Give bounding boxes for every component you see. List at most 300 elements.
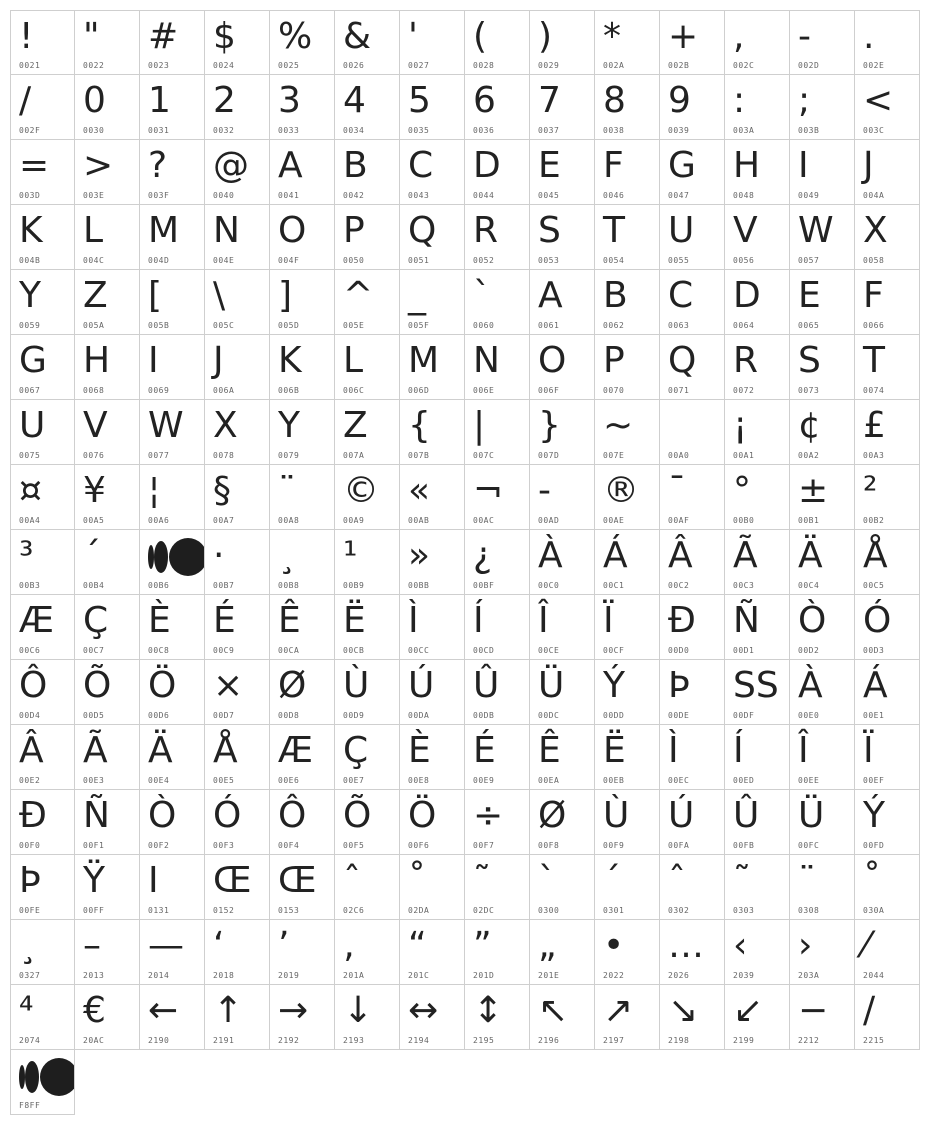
glyph-code: F8FF bbox=[19, 1101, 41, 1110]
glyph-code: 00DB bbox=[473, 711, 495, 720]
glyph-cell bbox=[75, 790, 140, 855]
glyph-cell bbox=[595, 855, 660, 920]
glyph-char: Õ bbox=[343, 795, 372, 836]
glyph-char: Ã bbox=[733, 535, 758, 576]
glyph-char: ¤ bbox=[19, 470, 42, 511]
glyph-char: £ bbox=[863, 405, 886, 446]
glyph-char: U bbox=[668, 210, 695, 251]
glyph-char: E bbox=[798, 275, 821, 316]
glyph-char: ¸ bbox=[19, 925, 37, 966]
glyph-cell bbox=[75, 465, 140, 530]
glyph-code: 0069 bbox=[148, 386, 170, 395]
glyph-char: Î bbox=[538, 600, 549, 641]
glyph-char: R bbox=[473, 210, 499, 251]
glyph-code: 006B bbox=[278, 386, 300, 395]
glyph-char: Å bbox=[863, 535, 888, 576]
glyph-cell bbox=[595, 75, 660, 140]
glyph-code: 20AC bbox=[83, 1036, 105, 1045]
glyph-char: F bbox=[603, 145, 624, 186]
glyph-char: ‘ bbox=[213, 925, 225, 966]
glyph-cell bbox=[75, 985, 140, 1050]
glyph-code: 002B bbox=[668, 61, 690, 70]
glyph-code: 02DA bbox=[408, 906, 430, 915]
glyph-cell bbox=[660, 10, 725, 75]
glyph-cell bbox=[10, 270, 75, 335]
glyph-code: 0040 bbox=[213, 191, 235, 200]
glyph-char: ˜ bbox=[733, 860, 751, 901]
glyph-cell bbox=[270, 10, 335, 75]
glyph-code: 00DE bbox=[668, 711, 690, 720]
glyph-char: \ bbox=[213, 275, 226, 316]
glyph-cell bbox=[790, 790, 855, 855]
glyph-code: 0034 bbox=[343, 126, 365, 135]
glyph-cell bbox=[465, 335, 530, 400]
glyph-code: 0075 bbox=[19, 451, 41, 460]
glyph-cell bbox=[205, 660, 270, 725]
glyph-char: ∕ bbox=[863, 990, 876, 1031]
glyph-char: × bbox=[213, 665, 244, 706]
glyph-cell bbox=[465, 270, 530, 335]
glyph-code: 004D bbox=[148, 256, 170, 265]
glyph-code: 00A2 bbox=[798, 451, 820, 460]
glyph-cell bbox=[725, 530, 790, 595]
glyph-cell bbox=[335, 400, 400, 465]
glyph-code: 00F4 bbox=[278, 841, 300, 850]
glyph-code: 0048 bbox=[733, 191, 755, 200]
glyph-code: 2192 bbox=[278, 1036, 300, 1045]
glyph-char: SS bbox=[733, 665, 779, 706]
glyph-code: 02DC bbox=[473, 906, 495, 915]
glyph-code: 00E4 bbox=[148, 776, 170, 785]
glyph-char: 8 bbox=[603, 80, 626, 121]
glyph-code: 00D3 bbox=[863, 646, 885, 655]
glyph-code: 0023 bbox=[148, 61, 170, 70]
glyph-cell bbox=[140, 660, 205, 725]
glyph-char: 1 bbox=[148, 80, 171, 121]
glyph-char: H bbox=[733, 145, 761, 186]
glyph-cell bbox=[660, 855, 725, 920]
glyph-cell bbox=[465, 920, 530, 985]
glyph-char: ⁄ bbox=[863, 925, 870, 966]
glyph-code: 007A bbox=[343, 451, 365, 460]
glyph-code: 00EE bbox=[798, 776, 820, 785]
glyph-code: 003D bbox=[19, 191, 41, 200]
glyph-char: » bbox=[408, 535, 431, 576]
glyph-code: 00FB bbox=[733, 841, 755, 850]
glyph-cell bbox=[335, 205, 400, 270]
glyph-code: 0043 bbox=[408, 191, 430, 200]
glyph-code: 007C bbox=[473, 451, 495, 460]
glyph-cell bbox=[10, 530, 75, 595]
glyph-cell bbox=[530, 725, 595, 790]
glyph-cell bbox=[205, 530, 270, 595]
glyph-cell bbox=[270, 920, 335, 985]
glyph-char: Þ bbox=[668, 665, 690, 706]
glyph-code: 0074 bbox=[863, 386, 885, 395]
glyph-code: 0037 bbox=[538, 126, 560, 135]
glyph-char: ‹ bbox=[733, 925, 748, 966]
glyph-code: 0039 bbox=[668, 126, 690, 135]
glyph-char: [ bbox=[148, 275, 163, 316]
glyph-cell bbox=[790, 205, 855, 270]
glyph-code: 004F bbox=[278, 256, 300, 265]
glyph-cell bbox=[335, 10, 400, 75]
glyph-cell bbox=[595, 205, 660, 270]
glyph-char: & bbox=[343, 16, 372, 57]
glyph-char: ¡ bbox=[733, 405, 748, 446]
glyph-code: 00E3 bbox=[83, 776, 105, 785]
glyph-code: 00B4 bbox=[83, 581, 105, 590]
glyph-code: 0064 bbox=[733, 321, 755, 330]
glyph-code: 00CE bbox=[538, 646, 560, 655]
glyph-code: 00B1 bbox=[798, 516, 820, 525]
glyph-cell bbox=[335, 530, 400, 595]
glyph-cell bbox=[400, 10, 465, 75]
glyph-code: 00DF bbox=[733, 711, 755, 720]
glyph-code: 0055 bbox=[668, 256, 690, 265]
glyph-char: ^ bbox=[343, 275, 374, 316]
glyph-code: 0302 bbox=[668, 906, 690, 915]
glyph-code: 0056 bbox=[733, 256, 755, 265]
glyph-cell bbox=[660, 530, 725, 595]
glyph-char: E bbox=[538, 145, 561, 186]
glyph-code: 00D5 bbox=[83, 711, 105, 720]
glyph-cell bbox=[790, 920, 855, 985]
glyph-code: 002D bbox=[798, 61, 820, 70]
glyph-code: 00F5 bbox=[343, 841, 365, 850]
glyph-code: 201A bbox=[343, 971, 365, 980]
glyph-char: O bbox=[278, 210, 307, 251]
glyph-char: À bbox=[798, 665, 823, 706]
glyph-char: Î bbox=[798, 730, 809, 771]
glyph-char: „ bbox=[538, 925, 557, 966]
glyph-code: 00CD bbox=[473, 646, 495, 655]
glyph-cell bbox=[855, 660, 920, 725]
glyph-code: 0077 bbox=[148, 451, 170, 460]
glyph-char: Ý bbox=[603, 665, 625, 706]
glyph-char: 6 bbox=[473, 80, 496, 121]
glyph-cell bbox=[725, 335, 790, 400]
glyph-char: , bbox=[733, 16, 745, 57]
glyph-code: 0045 bbox=[538, 191, 560, 200]
glyph-char: Ä bbox=[148, 730, 173, 771]
glyph-code: 0029 bbox=[538, 61, 560, 70]
glyph-cell bbox=[140, 530, 205, 595]
glyph-char: Æ bbox=[278, 730, 314, 771]
glyph-char: Z bbox=[343, 405, 368, 446]
glyph-cell bbox=[790, 400, 855, 465]
glyph-char: Û bbox=[473, 665, 500, 706]
glyph-code: 0025 bbox=[278, 61, 300, 70]
glyph-char: O bbox=[538, 340, 567, 381]
glyph-cell bbox=[465, 205, 530, 270]
glyph-cell bbox=[335, 75, 400, 140]
glyph-cell bbox=[855, 205, 920, 270]
glyph-char: K bbox=[278, 340, 302, 381]
glyph-cell bbox=[75, 335, 140, 400]
glyph-cell bbox=[140, 920, 205, 985]
glyph-code: 00F9 bbox=[603, 841, 625, 850]
glyph-code: 0061 bbox=[538, 321, 560, 330]
glyph-cell bbox=[855, 855, 920, 920]
glyph-code: 201C bbox=[408, 971, 430, 980]
glyph-char: ² bbox=[863, 470, 878, 511]
glyph-cell bbox=[660, 140, 725, 205]
glyph-char: ( bbox=[473, 16, 488, 57]
glyph-cell bbox=[725, 270, 790, 335]
glyph-cell bbox=[855, 75, 920, 140]
glyph-code: 00C1 bbox=[603, 581, 625, 590]
glyph-char: < bbox=[863, 80, 894, 121]
glyph-cell bbox=[270, 465, 335, 530]
glyph-char: Ç bbox=[83, 600, 109, 641]
glyph-code: 00AD bbox=[538, 516, 560, 525]
glyph-char: Ø bbox=[278, 665, 307, 706]
glyph-cell bbox=[335, 595, 400, 660]
glyph-code: 0076 bbox=[83, 451, 105, 460]
glyph-code: 007B bbox=[408, 451, 430, 460]
glyph-cell bbox=[725, 725, 790, 790]
glyph-cell bbox=[335, 660, 400, 725]
glyph-code: 00F3 bbox=[213, 841, 235, 850]
glyph-char: ¯ bbox=[668, 470, 686, 511]
glyph-cell bbox=[660, 725, 725, 790]
glyph-code: 00E2 bbox=[19, 776, 41, 785]
glyph-cell bbox=[855, 725, 920, 790]
glyph-code: 002C bbox=[733, 61, 755, 70]
glyph-cell bbox=[400, 920, 465, 985]
glyph-char: ´ bbox=[603, 860, 621, 901]
glyph-code: 00EC bbox=[668, 776, 690, 785]
glyph-code: 00A9 bbox=[343, 516, 365, 525]
glyph-char: T bbox=[863, 340, 885, 381]
glyph-code: 00EB bbox=[603, 776, 625, 785]
glyph-code: 00FC bbox=[798, 841, 820, 850]
glyph-char: Ø bbox=[538, 795, 567, 836]
glyph-cell bbox=[335, 985, 400, 1050]
glyph-char: Ú bbox=[408, 665, 435, 706]
glyph-cell bbox=[855, 10, 920, 75]
glyph-code: 006D bbox=[408, 386, 430, 395]
glyph-code: 00A8 bbox=[278, 516, 300, 525]
glyph-char: I bbox=[798, 145, 809, 186]
glyph-char: ˆ bbox=[343, 860, 361, 901]
glyph-cell bbox=[335, 140, 400, 205]
glyph-char: ↑ bbox=[213, 990, 244, 1031]
glyph-cell bbox=[400, 725, 465, 790]
glyph-code: 00AB bbox=[408, 516, 430, 525]
glyph-char: Ê bbox=[538, 730, 561, 771]
glyph-cell bbox=[530, 465, 595, 530]
glyph-char: ˚ bbox=[863, 860, 881, 901]
glyph-code: 00D6 bbox=[148, 711, 170, 720]
glyph-char: È bbox=[408, 730, 431, 771]
glyph-code: 2190 bbox=[148, 1036, 170, 1045]
glyph-cell bbox=[595, 985, 660, 1050]
glyph-cell bbox=[790, 335, 855, 400]
glyph-char: = bbox=[19, 145, 50, 186]
glyph-cell bbox=[205, 920, 270, 985]
glyph-char: Á bbox=[603, 535, 628, 576]
glyph-code: 0073 bbox=[798, 386, 820, 395]
glyph-char: ¥ bbox=[83, 470, 106, 511]
glyph-cell bbox=[790, 140, 855, 205]
glyph-char: Õ bbox=[83, 665, 112, 706]
glyph-code: 0047 bbox=[668, 191, 690, 200]
glyph-code: 00FF bbox=[83, 906, 105, 915]
glyph-char: ↕ bbox=[473, 990, 504, 1031]
glyph-code: 00E0 bbox=[798, 711, 820, 720]
glyph-cell bbox=[465, 530, 530, 595]
glyph-cell bbox=[790, 855, 855, 920]
glyph-cell bbox=[790, 75, 855, 140]
glyph-cell bbox=[400, 530, 465, 595]
glyph-cell bbox=[400, 790, 465, 855]
glyph-char: Ô bbox=[278, 795, 307, 836]
glyph-code: 00A6 bbox=[148, 516, 170, 525]
glyph-cell bbox=[205, 465, 270, 530]
glyph-char: ¨ bbox=[798, 860, 816, 901]
glyph-code: 00C2 bbox=[668, 581, 690, 590]
glyph-char: @ bbox=[213, 145, 249, 186]
glyph-cell bbox=[10, 855, 75, 920]
glyph-cell bbox=[400, 140, 465, 205]
glyph-char: “ bbox=[408, 925, 427, 966]
glyph-code: 2193 bbox=[343, 1036, 365, 1045]
glyph-char: J bbox=[213, 340, 224, 381]
glyph-char: ! bbox=[19, 16, 34, 57]
glyph-char: M bbox=[148, 210, 180, 251]
glyph-char: $ bbox=[213, 16, 236, 57]
glyph-cell bbox=[10, 400, 75, 465]
glyph-char: Ÿ bbox=[83, 860, 105, 901]
glyph-code: 0030 bbox=[83, 126, 105, 135]
glyph-char: Y bbox=[19, 275, 41, 316]
glyph-cell bbox=[10, 10, 75, 75]
glyph-char: ¢ bbox=[798, 405, 821, 446]
glyph-char: L bbox=[83, 210, 104, 251]
glyph-code: 2074 bbox=[19, 1036, 41, 1045]
glyph-code: 2195 bbox=[473, 1036, 495, 1045]
glyph-cell bbox=[530, 205, 595, 270]
glyph-char: K bbox=[19, 210, 43, 251]
glyph-cell bbox=[725, 660, 790, 725]
glyph-code: 0033 bbox=[278, 126, 300, 135]
glyph-code: 0041 bbox=[278, 191, 300, 200]
glyph-char: B bbox=[343, 145, 368, 186]
glyph-char: ⁴ bbox=[19, 990, 34, 1031]
glyph-cell bbox=[140, 335, 205, 400]
glyph-char: 0 bbox=[83, 80, 106, 121]
glyph-code: 00A7 bbox=[213, 516, 235, 525]
glyph-code: 00F7 bbox=[473, 841, 495, 850]
glyph-cell bbox=[270, 335, 335, 400]
glyph-code: 2199 bbox=[733, 1036, 755, 1045]
glyph-cell bbox=[855, 790, 920, 855]
glyph-char: > bbox=[83, 145, 114, 186]
glyph-cell bbox=[790, 10, 855, 75]
glyph-code: 0068 bbox=[83, 386, 105, 395]
glyph-code: 00DC bbox=[538, 711, 560, 720]
glyph-char: L bbox=[343, 340, 364, 381]
glyph-char: ↓ bbox=[343, 990, 374, 1031]
glyph-code: 005D bbox=[278, 321, 300, 330]
glyph-cell bbox=[790, 270, 855, 335]
glyph-cell bbox=[400, 75, 465, 140]
glyph-cell bbox=[205, 75, 270, 140]
glyph-cell bbox=[10, 465, 75, 530]
glyph-code: 0303 bbox=[733, 906, 755, 915]
glyph-code: 00D4 bbox=[19, 711, 41, 720]
glyph-code: 00F6 bbox=[408, 841, 430, 850]
glyph-char: ` bbox=[538, 860, 556, 901]
glyph-cell bbox=[400, 985, 465, 1050]
glyph-cell bbox=[725, 140, 790, 205]
glyph-char: ´ bbox=[83, 535, 101, 576]
glyph-code: 00CB bbox=[343, 646, 365, 655]
glyph-code: 00ED bbox=[733, 776, 755, 785]
glyph-cell bbox=[530, 920, 595, 985]
glyph-char: Í bbox=[473, 600, 484, 641]
glyph-cell bbox=[140, 10, 205, 75]
glyph-char: - bbox=[798, 16, 811, 57]
glyph-char: Q bbox=[668, 340, 697, 381]
glyph-code: 00A1 bbox=[733, 451, 755, 460]
glyph-cell bbox=[855, 465, 920, 530]
glyph-char: Ñ bbox=[733, 600, 760, 641]
glyph-cell bbox=[10, 920, 75, 985]
glyph-cell bbox=[205, 985, 270, 1050]
glyph-cell bbox=[595, 335, 660, 400]
glyph-code: 005B bbox=[148, 321, 170, 330]
glyph-code: 00C0 bbox=[538, 581, 560, 590]
glyph-cell bbox=[855, 335, 920, 400]
glyph-char: Ñ bbox=[83, 795, 110, 836]
glyph-cell bbox=[725, 595, 790, 660]
glyph-code: 00C4 bbox=[798, 581, 820, 590]
glyph-char: ] bbox=[278, 275, 293, 316]
glyph-code: 0051 bbox=[408, 256, 430, 265]
glyph-code: 0079 bbox=[278, 451, 300, 460]
glyph-char: | bbox=[473, 405, 486, 446]
glyph-cell bbox=[140, 465, 205, 530]
glyph-code: 0300 bbox=[538, 906, 560, 915]
glyph-code: 2018 bbox=[213, 971, 235, 980]
fallback-blob-icon bbox=[148, 538, 205, 576]
glyph-cell bbox=[10, 205, 75, 270]
glyph-cell bbox=[855, 985, 920, 1050]
glyph-code: 004C bbox=[83, 256, 105, 265]
glyph-code: 2191 bbox=[213, 1036, 235, 1045]
glyph-char: } bbox=[538, 405, 561, 446]
glyph-char: ¿ bbox=[473, 535, 493, 576]
glyph-char: N bbox=[213, 210, 240, 251]
glyph-code: 00C7 bbox=[83, 646, 105, 655]
glyph-cell bbox=[75, 10, 140, 75]
glyph-code: 00D8 bbox=[278, 711, 300, 720]
glyph-char: # bbox=[148, 16, 179, 57]
glyph-cell bbox=[140, 400, 205, 465]
glyph-code: 0058 bbox=[863, 256, 885, 265]
glyph-char: − bbox=[798, 990, 829, 1031]
glyph-code: 2198 bbox=[668, 1036, 690, 1045]
glyph-cell bbox=[660, 270, 725, 335]
glyph-char: Ï bbox=[603, 600, 614, 641]
glyph-cell bbox=[140, 205, 205, 270]
glyph-code: 2019 bbox=[278, 971, 300, 980]
glyph-cell bbox=[530, 530, 595, 595]
glyph-cell bbox=[855, 530, 920, 595]
